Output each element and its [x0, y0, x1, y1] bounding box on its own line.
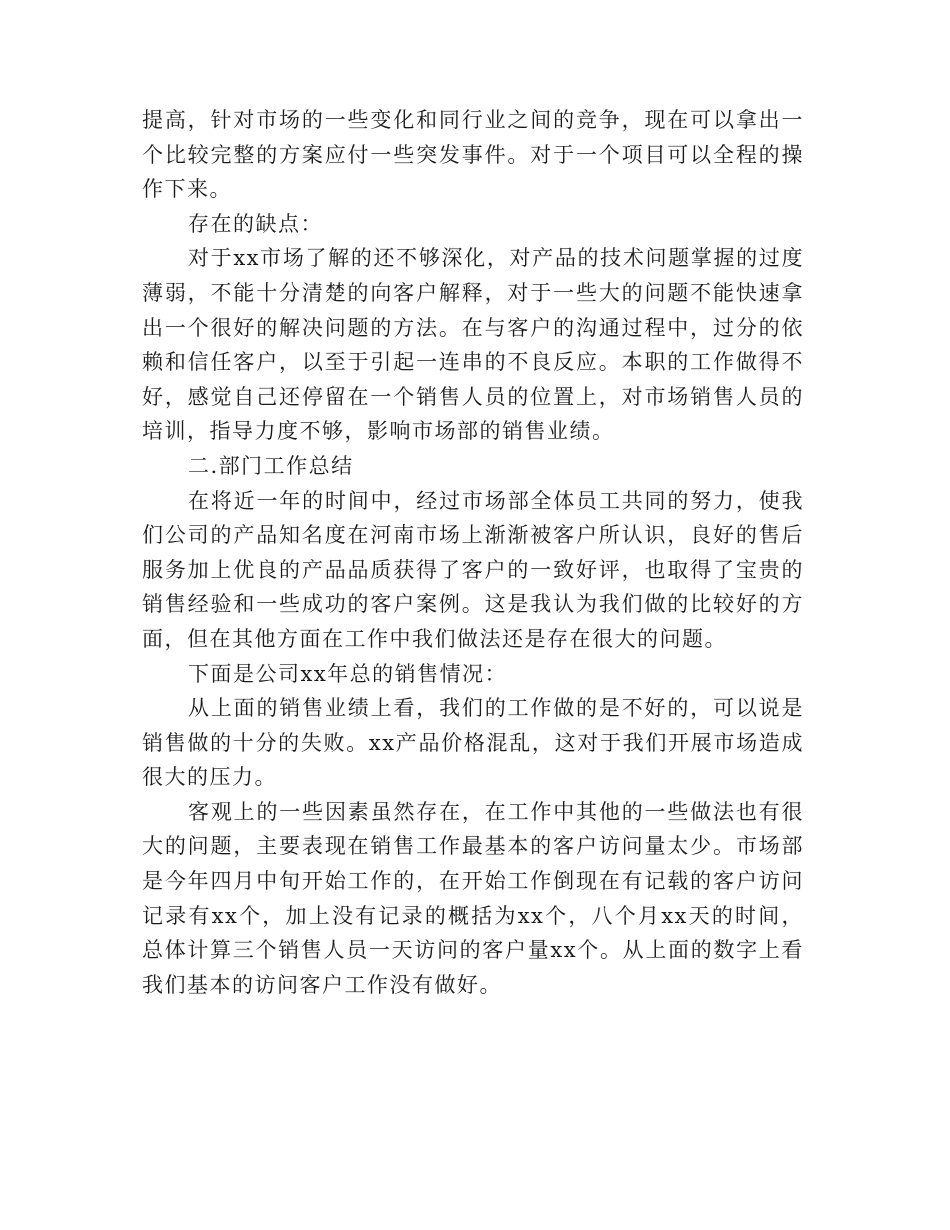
paragraph-continuation: 提高，针对市场的一些变化和同行业之间的竞争，现在可以拿出一个比较完整的方案应付一些突发事件。对于一个项目可以全程的操作下来。 — [142, 108, 804, 202]
paragraph-sales-intro: 下面是公司xx年总的销售情况： — [188, 661, 508, 686]
heading-department-summary: 二.部门工作总结 — [188, 453, 354, 478]
document-page — [142, 103, 804, 1002]
paragraph-department-summary: 在将近一年的时间中，经过市场部全体员工共同的努力，使我们公司的产品知名度在河南市场上渐渐被客户所认识，良好的售后服务加上优良的产品品质获得了客户的一致好评，也取得了宝贵的销售经验和一些成功的客户案例。这是我认为我们做的比较好的方面，但在其他方面在工作中我们做法还是存在很大的问题。 — [142, 488, 804, 651]
heading-shortcomings: 存在的缺点： — [188, 211, 323, 236]
paragraph-shortcomings: 对于xx市场了解的还不够深化，对产品的技术问题掌握的过度薄弱，不能十分清楚的向客户解释，对于一些大的问题不能快速拿出一个很好的解决问题的方法。在与客户的沟通过程中，过分的依赖和信任客户，以至于引起一连串的不良反应。本职的工作做得不好，感觉自己还停留在一个销售人员的位置上，对市场销售人员的培训，指导力度不够，影响市场部的销售业绩。 — [142, 246, 804, 444]
paragraph-customer-visits: 客观上的一些因素虽然存在，在工作中其他的一些做法也有很大的问题，主要表现在销售工作最基本的客户访问量太少。市场部是今年四月中旬开始工作的，在开始工作倒现在有记载的客户访问记录有xx个，加上没有记录的概括为xx个，八个月xx天的时间，总体计算三个销售人员一天访问的客户量xx个。从上面的数字上看我们基本的访问客户工作没有做好。 — [142, 799, 804, 997]
paragraph-sales-performance: 从上面的销售业绩上看，我们的工作做的是不好的，可以说是销售做的十分的失败。xx产品价格混乱，这对于我们开展市场造成很大的压力。 — [142, 696, 804, 790]
